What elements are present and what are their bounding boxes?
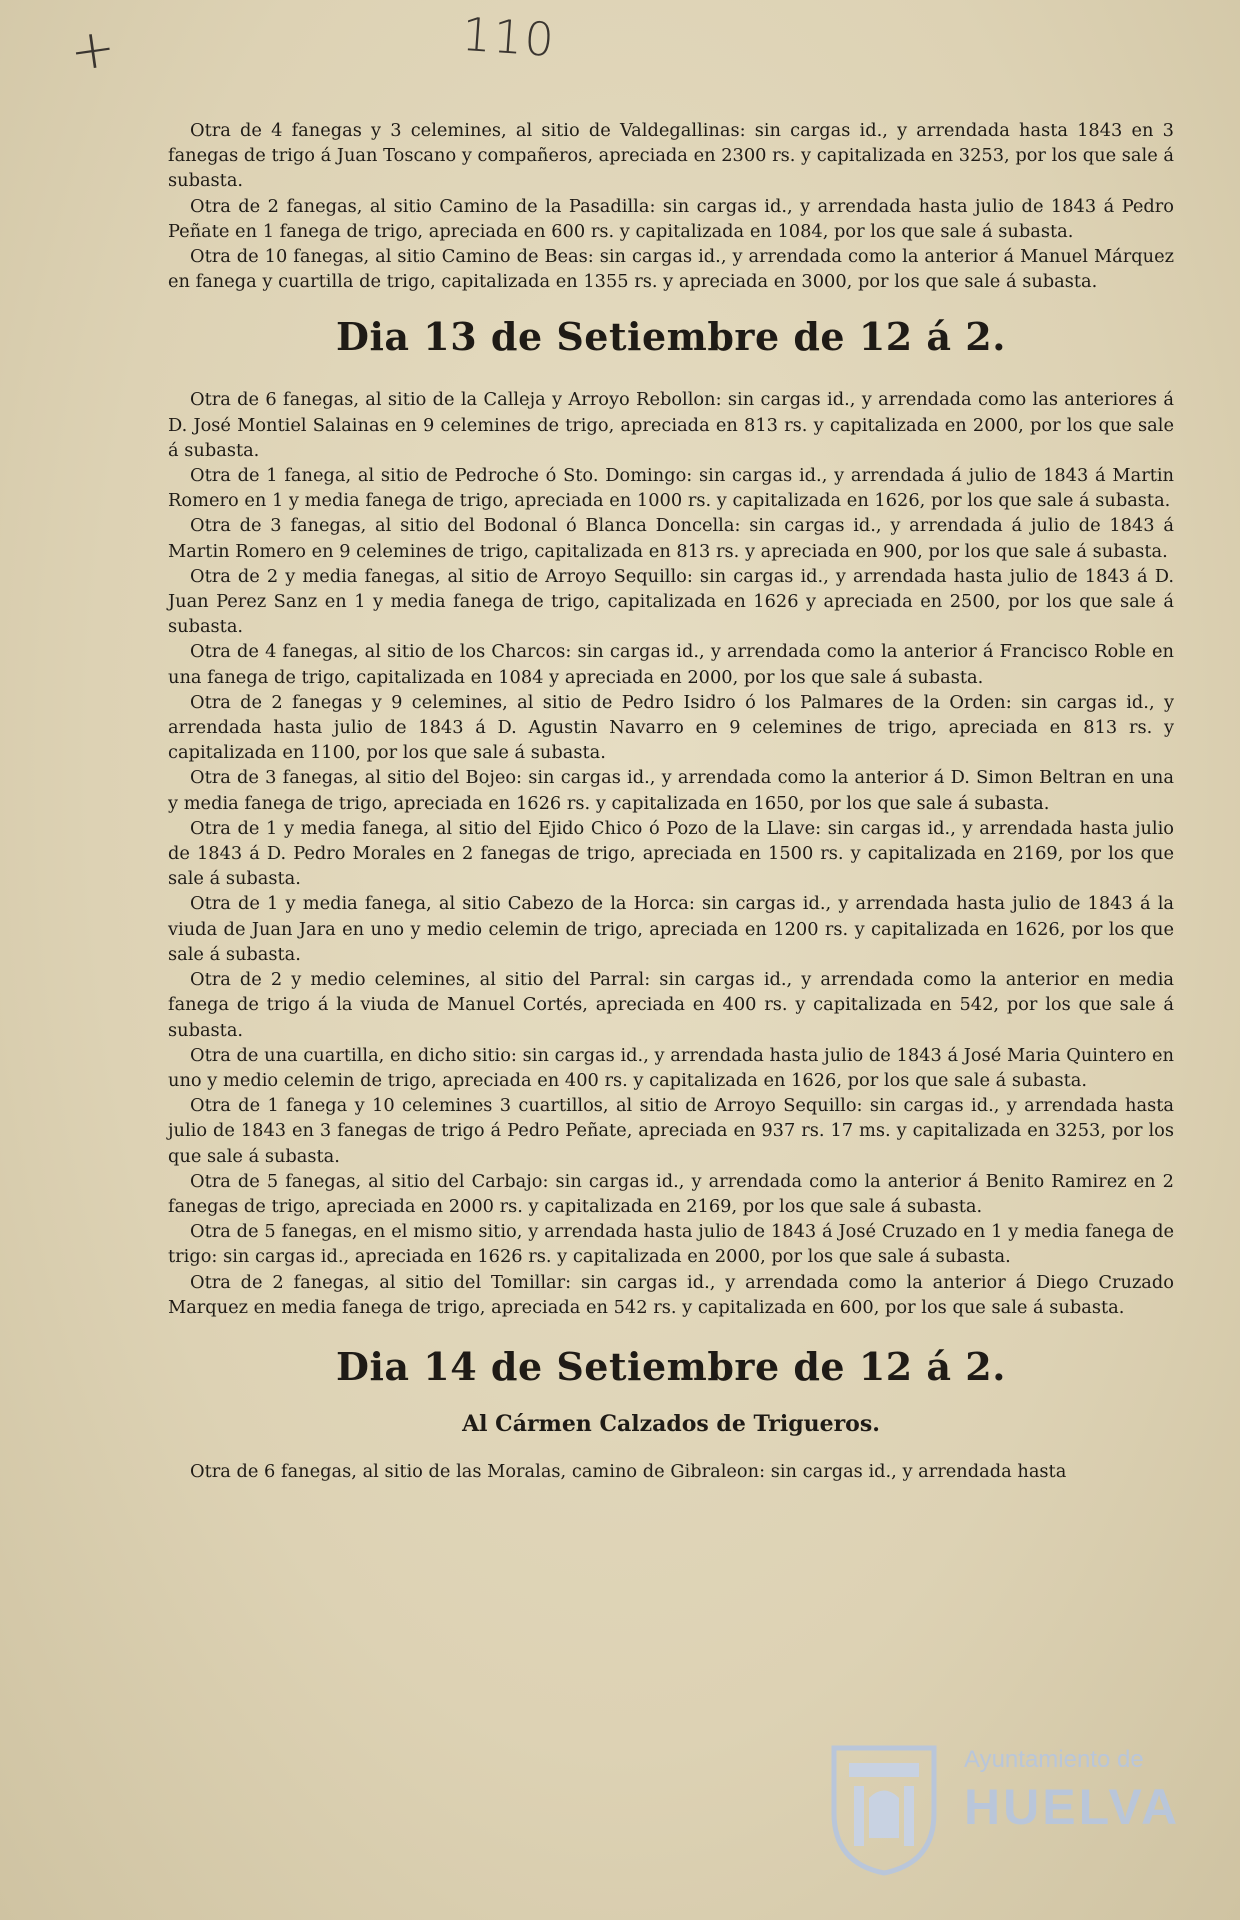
day-13-section (168, 387, 1174, 1320)
lot-entry: Otra de 3 fanegas, al sitio del Bojeo: sin cargas id., y arrendada como la anterior á D. Simon Beltran en una y media fanega de trigo, apreciada en 1626 rs. y capitalizada en 1650, por los que sale á subasta. (168, 767, 1174, 814)
lot-entry: Otra de 1 y media fanega, al sitio Cabezo de la Horca: sin cargas id., y arrendada hasta julio de 1843 á la viuda de Juan Jara en uno y medio celemin de trigo, apreciada en 1200 rs. y capitalizada en 1626, por los que sale á subasta. (168, 893, 1174, 965)
watermark-line2: HUELVA (964, 1779, 1181, 1835)
lot-entry: Otra de una cuartilla, en dicho sitio: sin cargas id., y arrendada hasta julio de 1843 á José Maria Quintero en uno y medio celemin de trigo, apreciada en 400 rs. y capitalizada en 1626, por los que sale á subasta. (168, 1044, 1174, 1091)
lot-entry: Otra de 5 fanegas, al sitio del Carbajo: sin cargas id., y arrendada como la anterior á Benito Ramirez en 2 fanegas de trigo, apreciada en 2000 rs. y capitalizada en 2169, por los que sale á subasta. (168, 1170, 1174, 1217)
handwritten-mark: + (65, 15, 120, 84)
day-14-heading: Dia 14 de Setiembre de 12 á 2. (336, 1343, 1006, 1389)
lot-entry: Otra de 10 fanegas, al sitio Camino de Beas: sin cargas id., y arrendada como la anterior á Manuel Márquez en fanega y cuartilla de trigo, capitalizada en 1355 rs. y apreciada en 3000, por los que sale á subasta. (168, 246, 1174, 293)
document-body (168, 118, 1174, 1484)
lot-entry: Otra de 1 fanega, al sitio de Pedroche ó Sto. Domingo: sin cargas id., y arrendada á julio de 1843 á Martin Romero en 1 y media fanega de trigo, apreciada en 1000 rs. y capitalizada en 1626, por los que sale á subasta. (168, 465, 1174, 512)
lot-entry: Otra de 1 fanega y 10 celemines 3 cuartillos, al sitio de Arroyo Sequillo: sin cargas id., y arrendada hasta julio de 1843 en 3 fanegas de trigo á Pedro Peñate, apreciada en 937 rs. 17 ms. y capitalizada en 3253, por los que sale á subasta. (168, 1095, 1174, 1167)
lot-entry: Otra de 2 fanegas, al sitio del Tomillar: sin cargas id., y arrendada como la anterior á Diego Cruzado Marquez en media fanega de trigo, apreciada en 542 rs. y capitalizada en 600, por los que sale á subasta. (168, 1271, 1174, 1318)
lot-entry: Otra de 4 fanegas, al sitio de los Charcos: sin cargas id., y arrendada como la anterior á Francisco Roble en una fanega de trigo, capitalizada en 1084 y apreciada en 2000, por los que sale á subasta. (168, 641, 1174, 688)
lot-entry: Otra de 2 fanegas, al sitio Camino de la Pasadilla: sin cargas id., y arrendada hasta julio de 1843 á Pedro Peñate en 1 fanega de trigo, apreciada en 600 rs. y capitalizada en 1084, por los que sale á subasta. (168, 195, 1174, 242)
lot-entry: Otra de 2 fanegas y 9 celemines, al sitio de Pedro Isidro ó los Palmares de la Orden: sin cargas id., y arrendada hasta julio de 1843 á D. Agustin Navarro en 9 celemines de trigo, apreciada en 813 rs. y capitalizada en 1100, por los que sale á subasta. (168, 691, 1174, 764)
handwritten-page-number: 110 (460, 6, 558, 68)
ayuntamiento-watermark (824, 1738, 1184, 1888)
intro-section (168, 118, 1174, 294)
lot-entry: Otra de 6 fanegas, al sitio de las Moralas, camino de Gibraleon: sin cargas id., y arrendada hasta (190, 1460, 1067, 1482)
day-14-section (168, 1459, 1174, 1484)
lot-entry: Otra de 2 y media fanegas, al sitio de Arroyo Sequillo: sin cargas id., y arrendada hasta julio de 1843 á D. Juan Perez Sanz en 1 y media fanega de trigo, capitalizada en 1626 y apreciada en 2500, por los que sale á subasta. (168, 565, 1174, 638)
lot-entry: Otra de 2 y medio celemines, al sitio del Parral: sin cargas id., y arrendada como la anterior en media fanega de trigo á la viuda de Manuel Cortés, apreciada en 400 rs. y capitalizada en 542, por los que sale á subasta. (168, 969, 1174, 1041)
coat-of-arms-icon (824, 1738, 944, 1878)
lot-entry: Otra de 6 fanegas, al sitio de la Calleja y Arroyo Rebollon: sin cargas id., y arrendada como las anteriores á D. José Montiel Salainas en 9 celemines de trigo, apreciada en 813 rs. y capitalizada en 2000, por los que sale á subasta. (168, 389, 1174, 461)
day-13-heading: Dia 13 de Setiembre de 12 á 2. (336, 314, 1006, 360)
lot-entry: Otra de 1 y media fanega, al sitio del Ejido Chico ó Pozo de la Llave: sin cargas id., y arrendada hasta julio de 1843 á D. Pedro Morales en 2 fanegas de trigo, apreciada en 1500 rs. y capitalizada en 2169, por los que sale á subasta. (168, 817, 1174, 890)
location-subheading: Al Cármen Calzados de Trigueros. (462, 1410, 880, 1437)
watermark-line1: Ayuntamiento de (964, 1746, 1144, 1773)
lot-entry: Otra de 5 fanegas, en el mismo sitio, y arrendada hasta julio de 1843 á José Cruzado en 1 y media fanega de trigo: sin cargas id., apreciada en 1626 rs. y capitalizada en 2000, por los que sale á subasta. (168, 1221, 1174, 1268)
lot-entry: Otra de 3 fanegas, al sitio del Bodonal ó Blanca Doncella: sin cargas id., y arrendada á julio de 1843 á Martin Romero en 9 celemines de trigo, capitalizada en 813 rs. y apreciada en 900, por los que sale á subasta. (168, 515, 1174, 562)
lot-entry: Otra de 4 fanegas y 3 celemines, al sitio de Valdegallinas: sin cargas id., y arrendada hasta 1843 en 3 fanegas de trigo á Juan Toscano y compañeros, apreciada en 2300 rs. y capitalizada en 3253, por los que sale á subasta. (168, 120, 1174, 192)
